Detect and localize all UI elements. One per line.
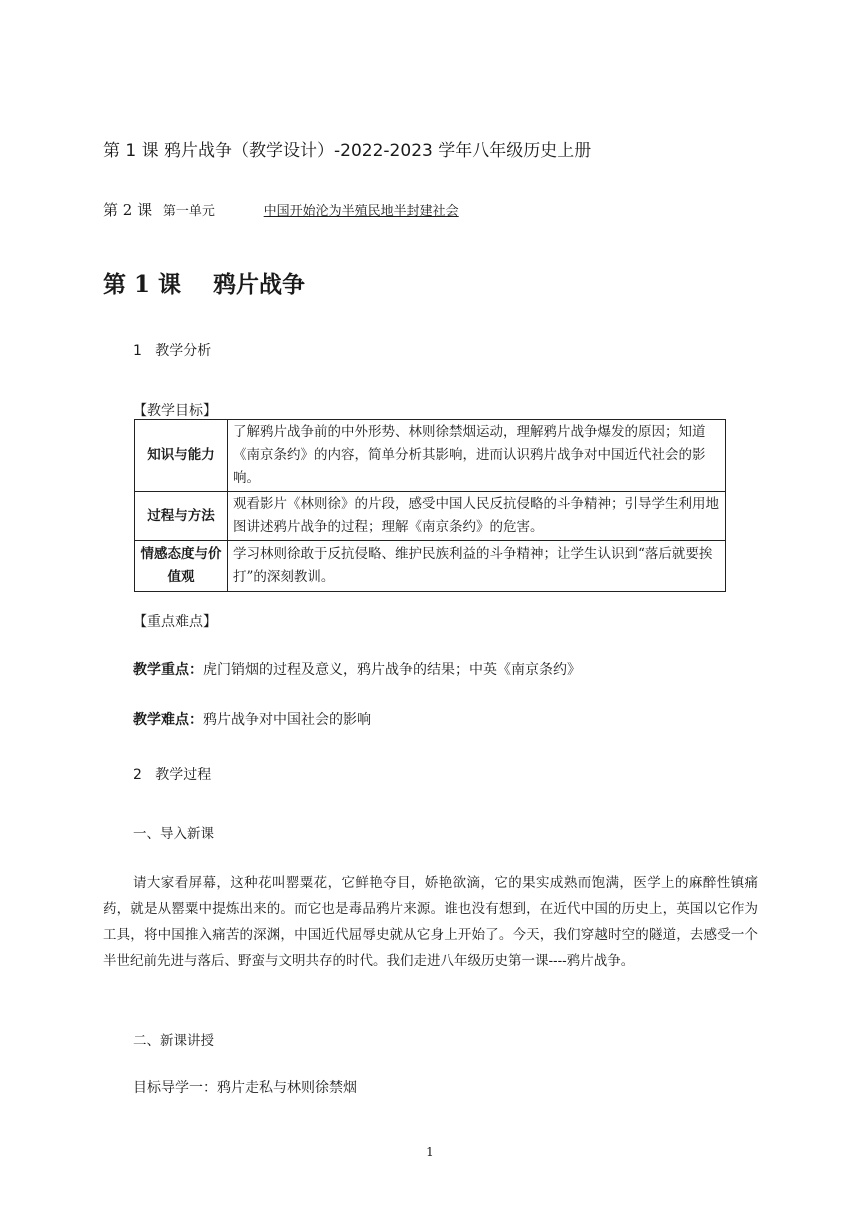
section-heading-analysis: 1 教学分析 — [133, 343, 212, 359]
goal-heading: 目标导学一：鸦片走私与林则徐禁烟 — [133, 1080, 357, 1096]
document-title: 第 1 课 鸦片战争（教学设计）-2022-2023 学年八年级历史上册 — [103, 141, 592, 161]
goals-label: 【教学目标】 — [133, 403, 217, 419]
keypoints-label: 【重点难点】 — [133, 614, 217, 630]
row-content: 学习林则徐敢于反抗侵略、维护民族利益的斗争精神；让学生认识到“落后就要挨打”的深刻教训。 — [228, 541, 726, 592]
lesson-heading: 第 1 课 鸦片战争 — [103, 271, 306, 298]
teaching-difficulty — [133, 709, 371, 729]
unit-label: 第一单元 — [162, 204, 215, 219]
table-row — [135, 420, 726, 492]
row-content: 了解鸦片战争前的中外形势、林则徐禁烟运动，理解鸦片战争爆发的原因；知道《南京条约》的内容，简单分析其影响，进而认识鸦片战争对中国近代社会的影响。 — [228, 420, 726, 492]
subtitle-line — [103, 199, 459, 220]
step-heading-intro: 一、导入新课 — [133, 826, 214, 842]
table-row — [135, 541, 726, 592]
section-heading-process: 2 教学过程 — [133, 767, 212, 783]
row-header: 情感态度与价值观 — [135, 541, 228, 592]
focus-text: 虎门销烟的过程及意义，鸦片战争的结果；中英《南京条约》 — [203, 662, 581, 678]
intro-paragraph: 请大家看屏幕，这种花叫罂粟花，它鲜艳夺目，娇艳欲滴，它的果实成熟而饱满，医学上的麻醉性镇痛药，就是从罂粟中提炼出来的。而它也是毒品鸦片来源。谁也没有想到，在近代中国的历史上，英国以它作为工具，将中国推入痛苦的深渊，中国近代屈辱史就从它身上开始了。今天，我们穿越时空的隧道，去感受一个半世纪前先进与落后、野蛮与文明共存的时代。我们走进八年级历史第一课----鸦片战争。 — [103, 875, 758, 969]
course-number: 第 2 课 — [103, 201, 153, 219]
goals-table — [134, 419, 726, 592]
unit-title: 中国开始沦为半殖民地半封建社会 — [263, 204, 459, 219]
row-header: 过程与方法 — [135, 492, 228, 541]
difficulty-text: 鸦片战争对中国社会的影响 — [203, 712, 371, 728]
row-header: 知识与能力 — [135, 420, 228, 492]
row-content: 观看影片《林则徐》的片段，感受中国人民反抗侵略的斗争精神；引导学生利用地图讲述鸦片战争的过程；理解《南京条约》的危害。 — [228, 492, 726, 541]
focus-label: 教学重点： — [133, 662, 203, 678]
teaching-focus — [133, 659, 581, 679]
page-number: 1 — [426, 1145, 434, 1159]
table-row — [135, 492, 726, 541]
step-heading-new-lesson: 二、新课讲授 — [133, 1033, 214, 1049]
difficulty-label: 教学难点： — [133, 712, 203, 728]
